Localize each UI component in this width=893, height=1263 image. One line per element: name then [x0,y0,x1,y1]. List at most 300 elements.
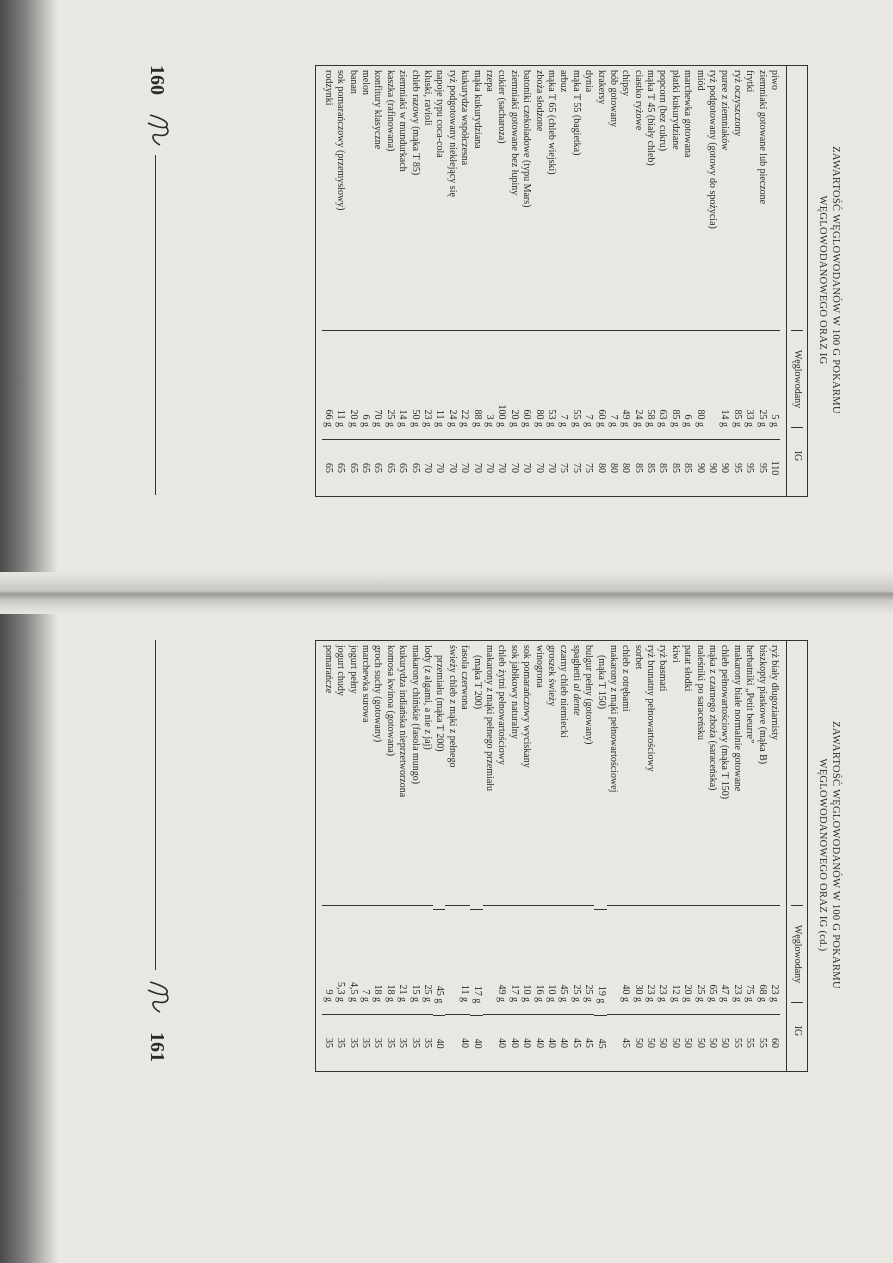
table-row [619,641,631,1071]
food-name: napoje typu coca-cola [434,70,446,158]
table-row [768,641,780,1071]
table-row [755,641,767,1071]
food-name: chipsy [620,70,632,97]
table-row [408,66,420,496]
table-row [483,641,495,1071]
carbs-value: 25 g [421,905,433,1014]
food-name: chleb razowy (mąka T 85) [409,70,421,176]
food-name: dynia [583,70,595,93]
table-body [316,641,786,1071]
ig-value: 35 [384,1014,396,1071]
food-name: kukurydza współczesna [459,70,471,166]
ig-value: 40 [458,1014,470,1071]
table-row [718,641,730,1071]
ig-value: 40 [470,1015,482,1071]
ig-value: 40 [545,1014,557,1071]
ig-value: 50 [644,1014,656,1071]
food-name: kluski, ravioli [422,70,434,126]
table-row [718,66,730,496]
food-name: ryż biały długoziarnisty [769,645,780,740]
table-row [693,641,705,1071]
table-row [557,66,569,496]
ig-value: 45 [619,1014,631,1071]
food-name: cukier (sacharoza) [496,70,508,144]
table-row [470,66,482,496]
food-name: melon [360,70,372,95]
page-number: 160 [146,65,168,95]
carbs-value: 66 g [322,330,334,439]
carbs-value: 80 g [532,330,544,439]
carbs-value: 9 g [322,905,334,1014]
food-name: piwo [769,70,780,90]
table-row [668,641,680,1071]
carbs-value: 6 g [359,330,371,439]
table-row [421,641,433,1071]
ig-value: 40 [532,1014,544,1071]
food-name: fasola czerwona [459,645,471,710]
food-name: rodzynki [322,70,334,106]
table-row [706,66,718,496]
ig-value: 40 [433,1015,445,1071]
ig-value: 70 [483,439,495,496]
footer-rule [155,640,156,970]
food-name: groch suchy (gotowany) [372,645,384,743]
page-title [816,45,842,515]
table-row [619,66,631,496]
ig-value [483,1014,495,1071]
food-name: kukurydza indiańska nieprzetworzona [397,645,409,798]
ig-value: 80 [594,439,606,496]
food-name: komosa kwinoa (gotowana) [384,645,396,757]
ig-value: 85 [668,439,680,496]
title-line-1: ZAWARTOŚĆ WĘGLOWODANÓW W 100 G POKARMU [830,146,841,414]
carbs-value: 25 g [384,330,396,439]
carbs-value: 25 g [569,905,581,1014]
food-name: płatki kukurydziane [669,70,681,150]
ig-value: 70 [445,439,457,496]
food-name: mąka kukurydziana [471,70,483,149]
table-row [408,641,420,1071]
carbs-value: 5,3 g [334,905,346,1014]
ig-value: 65 [408,439,420,496]
table-row [730,641,742,1071]
carbs-value: 5 g [768,330,780,439]
table-row [470,641,482,1071]
table-row [334,641,346,1071]
food-name: jogurt pełny [347,645,359,694]
ig-value: 55 [743,1014,755,1071]
table-row [520,66,532,496]
table-row [743,66,755,496]
table-row [768,66,780,496]
food-name: sorbet [632,645,644,670]
food-name: kaszka (rafinowana) [384,70,396,152]
food-name: ryż brunatny pełnowartościowy [645,645,657,772]
ig-value: 50 [631,1014,643,1071]
food-name: popcorn (bez cukru) [657,70,669,152]
ig-value: 50 [693,1014,705,1071]
food-name: ryż basmati [657,645,669,692]
food-name: biszkopty piaskowe (mąka B) [756,645,768,765]
food-name: marchewka gotowana [682,70,694,158]
carbs-value: 45 g [557,905,569,1014]
carbs-value: 70 g [371,330,383,439]
food-name: bulgur pełny (gotowany) [583,645,595,745]
carbs-value: 14 g [718,330,730,439]
carbs-value: 55 g [569,330,581,439]
ig-value: 70 [507,439,519,496]
ig-value: 35 [421,1014,433,1071]
ig-value: 95 [755,439,767,496]
food-name: rzepa [484,70,496,92]
carbs-value: 20 g [681,905,693,1014]
table-row [594,66,606,496]
carbs-value: 17 g [470,909,482,1016]
table-row [631,641,643,1071]
page-161 [130,620,850,1090]
ig-value: 90 [718,439,730,496]
carbs-value: 23 g [656,905,668,1014]
table-row [557,641,569,1071]
ig-value: 110 [768,439,780,496]
carbs-value: 10 g [520,905,532,1014]
food-name: sok pomarańczowy wyciskany [521,645,533,768]
ig-value: 70 [545,439,557,496]
carbs-value: 88 g [470,330,482,439]
ig-value: 45 [569,1014,581,1071]
ig-value: 65 [334,439,346,496]
header-ig: IG [791,427,803,484]
ig-value: 85 [644,439,656,496]
food-name: puree z ziemniaków [719,70,731,151]
table-row [322,641,334,1071]
table-row [396,66,408,496]
table-row [433,66,445,496]
carbs-value: 22 g [458,330,470,439]
carbs-value: 18 g [371,905,383,1014]
carbs-value: 19 g [594,909,606,1016]
carbs-value: 33 g [743,330,755,439]
ig-value: 45 [594,1015,606,1071]
table-row [532,641,544,1071]
table-row [334,66,346,496]
carbs-value: 11 g [433,330,445,439]
carbs-value: 7 g [582,330,594,439]
ig-value: 75 [557,439,569,496]
table-row [607,641,619,1071]
ig-value: 40 [520,1014,532,1071]
ig-value: 70 [495,439,507,496]
food-name: batoniki czekoladowe (typu Mars) [521,70,533,208]
ig-value: 65 [359,439,371,496]
carbs-value: 50 g [408,330,420,439]
carbs-value: 23 g [768,905,780,1014]
ig-value: 35 [346,1014,358,1071]
page-number: 161 [146,1032,168,1062]
scan-edge-shadow [0,0,58,1263]
table-header [786,641,807,1071]
food-name: (mąka T 150) [595,655,607,710]
monogram-logo [144,111,174,151]
carbs-value: 68 g [755,905,767,1014]
food-name: chleb żytni pełnowartościowy [496,645,508,765]
table-row [458,66,470,496]
ig-value: 70 [458,439,470,496]
food-name: lody (z algami, a nie z jaj) [422,645,434,750]
table-row [384,641,396,1071]
ig-value: 70 [470,439,482,496]
food-name: sok jabłkowy naturalny [508,645,520,739]
table-header [786,66,807,496]
food-name: patat słodki [682,645,694,692]
carbs-value: 80 g [693,330,705,439]
food-name: ryż podgotowany (gotowy do spożycia) [707,70,719,229]
table-row [681,641,693,1071]
footer-rule [155,155,156,495]
ig-value: 70 [433,439,445,496]
table-row [445,66,457,496]
food-name: groszek świeży [545,645,557,707]
carbs-value: 85 g [668,330,680,439]
table-row [421,66,433,496]
carbs-value: 6 g [681,330,693,439]
food-name: makarony chińskie (fasola mungo) [409,645,421,785]
table-row [396,641,408,1071]
ig-value: 40 [507,1014,519,1071]
table-row [706,641,718,1071]
ig-value: 35 [371,1014,383,1071]
ig-value: 35 [334,1014,346,1071]
carbs-value: 100 g [495,330,507,439]
table-row [644,641,656,1071]
carbs-value: 23 g [421,330,433,439]
ig-value: 75 [582,439,594,496]
header-ig: IG [791,1002,803,1059]
carbs-value: 40 g [619,905,631,1014]
table-row [656,66,668,496]
carbs-value: 7 g [607,330,619,439]
food-name: przemiału (mąka T 200) [434,655,446,752]
food-name: jogurt chudy [335,645,347,696]
ig-value: 75 [569,439,581,496]
food-name: kiwi [669,645,681,663]
monogram-logo [144,978,174,1018]
ig-value: 70 [532,439,544,496]
table-row [668,66,680,496]
table-row [569,66,581,496]
ig-value: 35 [396,1014,408,1071]
carbs-value: 58 g [644,330,656,439]
carbs-value: 7 g [557,330,569,439]
carbs-value: 24 g [631,330,643,439]
carbs-value: 11 g [458,905,470,1014]
ig-value [607,1014,619,1071]
table-row [743,641,755,1071]
ig-value: 55 [755,1014,767,1071]
food-name: bób gotowany [607,70,619,127]
carbs-value: 20 g [346,330,358,439]
food-name: świeży chleb z mąki z pełnego [446,645,458,768]
carbs-value: 63 g [656,330,668,439]
carbs-value: 60 g [520,330,532,439]
carbs-value [706,330,718,439]
ig-value: 50 [668,1014,680,1071]
ig-value: 40 [495,1014,507,1071]
table-row [656,641,668,1071]
food-name: ciastko ryżowe [632,70,644,131]
table-row [359,66,371,496]
food-name: mąka T 45 (biały chleb) [645,70,657,166]
carbs-value: 15 g [408,905,420,1014]
carbs-value: 75 g [743,905,755,1014]
ig-value: 65 [371,439,383,496]
table-row [693,66,705,496]
table-row [545,66,557,496]
carbs-value [483,905,495,1014]
table-row [371,66,383,496]
table-row [346,66,358,496]
food-name: krakersy [595,70,607,105]
food-name: arbuz [558,70,570,93]
food-name: spaghetti al dente [570,645,582,716]
header-carbs: Węglowodany [791,330,803,427]
food-name: pomarańcze [322,645,334,694]
carbs-value: 20 g [507,330,519,439]
ig-value: 65 [322,439,334,496]
food-name: makarony z mąki pełnego przemiału [484,645,496,792]
page-footer [140,640,170,1070]
page-title [816,620,842,1090]
carb-ig-table [315,640,808,1072]
food-name: naleśniki po saraceńsku [694,645,706,740]
table-row [433,641,445,1071]
ig-value: 55 [730,1014,742,1071]
carbs-value: 49 g [495,905,507,1014]
ig-value: 50 [656,1014,668,1071]
ig-value: 35 [322,1014,334,1071]
carbs-value: 25 g [693,905,705,1014]
food-name: miód [694,70,706,91]
book-spine-fold [0,572,893,614]
food-name: zboża słodzone [533,70,545,132]
table-row [483,66,495,496]
table-row [445,641,457,1071]
ig-value [445,1014,457,1071]
carbs-value: 53 g [545,330,557,439]
food-name: banan [347,70,359,94]
food-name: chleb pełnowartościowy (mąka T 150) [719,645,731,800]
ig-value: 85 [656,439,668,496]
table-row [507,66,519,496]
carbs-value: 14 g [396,330,408,439]
ig-value: 80 [607,439,619,496]
table-row [371,641,383,1071]
carbs-value: 23 g [644,905,656,1014]
title-line-1: ZAWARTOŚĆ WĘGLOWODANÓW W 100 G POKARMU [830,721,841,989]
ig-value: 35 [359,1014,371,1071]
food-name: makarony z mąki pełnowartościowej [607,645,619,793]
carbs-value: 11 g [334,330,346,439]
table-row [346,641,358,1071]
title-line-2: WĘGLOWODANOWEGO ORAZ IG (cd.) [817,758,828,952]
carbs-value: 23 g [730,905,742,1014]
page-160 [130,45,850,515]
ig-value: 90 [693,439,705,496]
carbs-value: 45 g [433,909,445,1016]
table-row [582,641,594,1071]
carbs-value: 10 g [545,905,557,1014]
table-row [532,66,544,496]
ig-value: 85 [681,439,693,496]
carbs-value: 18 g [384,905,396,1014]
carbs-value: 60 g [594,330,606,439]
table-row [730,66,742,496]
food-name: chleb z otrębami [620,645,632,712]
table-row [644,66,656,496]
food-name: marchewka surowa [360,645,372,723]
ig-value: 85 [631,439,643,496]
food-name: herbatniki „Petit beurre” [744,645,756,744]
food-name: makarony białe normalnie gotowane [731,645,743,792]
carbs-value: 12 g [668,905,680,1014]
carbs-value: 7 g [359,905,371,1014]
food-name: winogrona [533,645,545,688]
carbs-value: 24 g [445,330,457,439]
carbs-value: 49 g [619,330,631,439]
table-row [631,66,643,496]
ig-value: 65 [396,439,408,496]
ig-value: 50 [718,1014,730,1071]
table-body [316,66,786,496]
header-carbs: Węglowodany [791,905,803,1002]
carbs-value: 25 g [582,905,594,1014]
carbs-value [445,905,457,1014]
table-row [520,641,532,1071]
table-row [569,641,581,1071]
table-row [359,641,371,1071]
carb-ig-table [315,65,808,497]
food-name: ryż oczyszczony [731,70,743,137]
page-footer [140,65,170,495]
table-row [681,66,693,496]
food-name: frytki [744,70,756,93]
carbs-value: 3 g [483,330,495,439]
ig-value: 70 [520,439,532,496]
food-name: sok pomarańczowy (przemysłowy) [335,70,347,211]
table-row [495,66,507,496]
carbs-value: 65 g [706,905,718,1014]
food-name: czarny chleb niemiecki [558,645,570,738]
table-row [458,641,470,1071]
ig-value: 70 [421,439,433,496]
table-row [495,641,507,1071]
title-line-2: WĘGLOWODANOWEGO ORAZ IG [817,195,828,365]
carbs-value: 17 g [507,905,519,1014]
ig-value: 90 [706,439,718,496]
ig-value: 95 [730,439,742,496]
table-row [607,66,619,496]
ig-value: 35 [408,1014,420,1071]
table-row [582,66,594,496]
carbs-value: 47 g [718,905,730,1014]
carbs-value: 30 g [631,905,643,1014]
food-name: mąka z czarnego zboża (saraceńska) [707,645,719,791]
table-row [322,66,334,496]
ig-value: 60 [768,1014,780,1071]
food-name: mąka T 55 (bagietka) [570,70,582,156]
ig-value: 45 [582,1014,594,1071]
table-row [594,641,606,1071]
